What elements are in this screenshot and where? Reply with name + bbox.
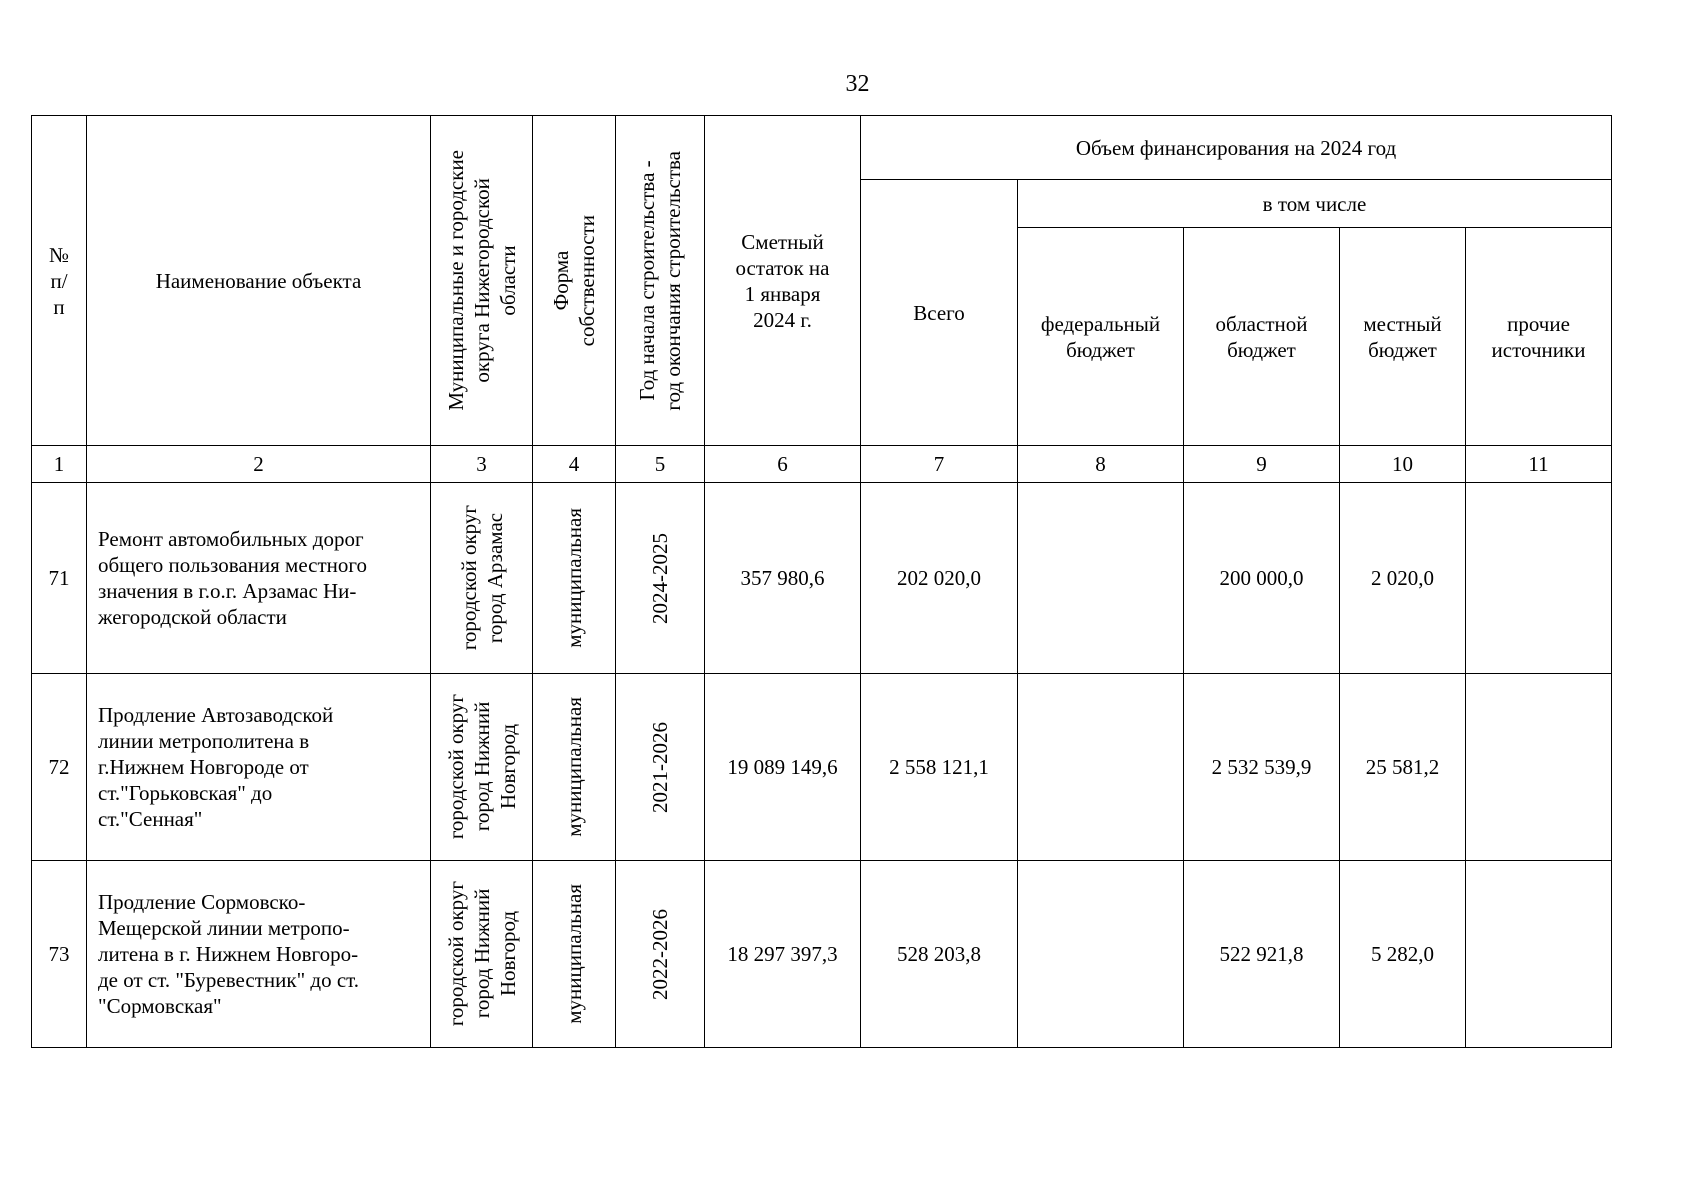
- municipality-cell: городской округ город Нижний Новгород: [431, 674, 533, 861]
- column-number-row: [32, 446, 1612, 483]
- header-total: Всего: [861, 180, 1018, 446]
- table-row: [32, 861, 1612, 1048]
- column-number: 11: [1466, 446, 1612, 483]
- federal-cell: [1018, 483, 1184, 674]
- object-name: Продление Автозаводской линии метрополитена в г.Нижнем Новгороде от ст."Горьковская" до ст."Сенная": [87, 674, 431, 861]
- years-cell: 2021-2026: [616, 674, 705, 861]
- total-cell: 2 558 121,1: [861, 674, 1018, 861]
- regional-cell: 200 000,0: [1184, 483, 1340, 674]
- header-years: Год начала строительства - год окончания строительства: [616, 116, 705, 446]
- total-cell: 202 020,0: [861, 483, 1018, 674]
- header-municipality: Муниципальные и городские округа Нижегородской области: [431, 116, 533, 446]
- row-num: 73: [32, 861, 87, 1048]
- header-funding-group: Объем финансирования на 2024 год: [861, 116, 1612, 180]
- column-number: 10: [1340, 446, 1466, 483]
- local-cell: 25 581,2: [1340, 674, 1466, 861]
- construction-funding-table: [31, 115, 1612, 1048]
- column-number: 4: [533, 446, 616, 483]
- header-name: Наименование объекта: [87, 116, 431, 446]
- header-including: в том числе: [1018, 180, 1612, 228]
- other-cell: [1466, 861, 1612, 1048]
- column-number: 6: [705, 446, 861, 483]
- object-name: Продление Сормовско- Мещерской линии метропо- литена в г. Нижнем Новгоро- де от ст. "Буревестник" до ст. "Сормовская": [87, 861, 431, 1048]
- table-row: [32, 674, 1612, 861]
- column-number: 2: [87, 446, 431, 483]
- row-num: 71: [32, 483, 87, 674]
- years-cell: 2022-2026: [616, 861, 705, 1048]
- estimate-cell: 18 297 397,3: [705, 861, 861, 1048]
- header-local: местный бюджет: [1340, 228, 1466, 446]
- ownership-cell: муниципальная: [533, 483, 616, 674]
- object-name: Ремонт автомобильных дорог общего пользования местного значения в г.о.г. Арзамас Ни- жегородской области: [87, 483, 431, 674]
- table-row: [32, 483, 1612, 674]
- other-cell: [1466, 483, 1612, 674]
- estimate-cell: 19 089 149,6: [705, 674, 861, 861]
- regional-cell: 522 921,8: [1184, 861, 1340, 1048]
- column-number: 5: [616, 446, 705, 483]
- header-num: № п/ п: [32, 116, 87, 446]
- ownership-cell: муниципальная: [533, 861, 616, 1048]
- years-cell: 2024-2025: [616, 483, 705, 674]
- page-number: 32: [845, 71, 870, 97]
- column-number: 1: [32, 446, 87, 483]
- column-number: 3: [431, 446, 533, 483]
- total-cell: 528 203,8: [861, 861, 1018, 1048]
- regional-cell: 2 532 539,9: [1184, 674, 1340, 861]
- other-cell: [1466, 674, 1612, 861]
- header-other: прочие источники: [1466, 228, 1612, 446]
- header-regional: областной бюджет: [1184, 228, 1340, 446]
- local-cell: 2 020,0: [1340, 483, 1466, 674]
- federal-cell: [1018, 674, 1184, 861]
- row-num: 72: [32, 674, 87, 861]
- header-estimate: Сметный остаток на 1 января 2024 г.: [705, 116, 861, 446]
- column-number: 8: [1018, 446, 1184, 483]
- estimate-cell: 357 980,6: [705, 483, 861, 674]
- header-ownership: Форма собственности: [533, 116, 616, 446]
- ownership-cell: муниципальная: [533, 674, 616, 861]
- local-cell: 5 282,0: [1340, 861, 1466, 1048]
- column-number: 7: [861, 446, 1018, 483]
- column-number: 9: [1184, 446, 1340, 483]
- header-federal: федеральный бюджет: [1018, 228, 1184, 446]
- municipality-cell: городской округ город Нижний Новгород: [431, 861, 533, 1048]
- municipality-cell: городской округ город Арзамас: [431, 483, 533, 674]
- federal-cell: [1018, 861, 1184, 1048]
